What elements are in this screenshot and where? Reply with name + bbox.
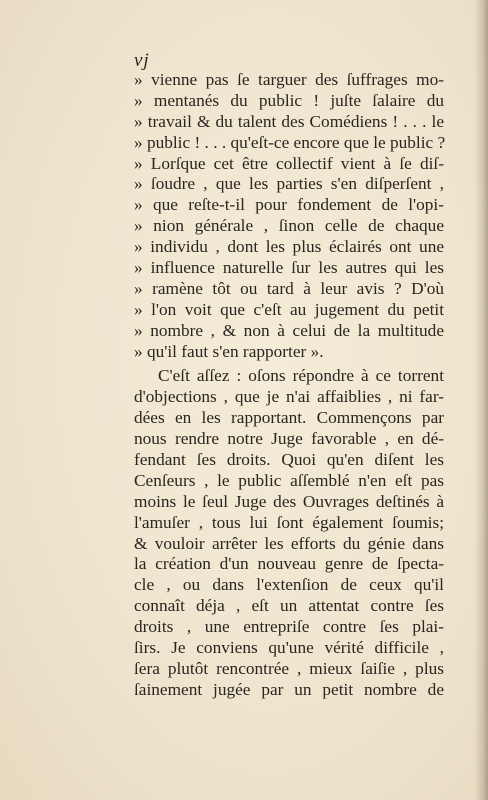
quoted-passage: [134, 70, 444, 362]
text-line: la création d'un nouveau genre de ſpecta-: [134, 554, 444, 574]
text-line: connaît déja , eſt un attentat contre ſes: [134, 596, 444, 616]
text-line: moins le ſeul Juge des Ouvrages deſtinés à: [134, 491, 444, 511]
text-line: ſera plutôt rencontrée , mieux ſaiſie , plus: [134, 658, 444, 678]
text-line: » Lorſque cet être collectif vient à ſe diſ-: [134, 153, 444, 173]
text-line: » travail & du talent des Comédiens ! . . . le: [134, 111, 444, 131]
text-line: nous rendre notre Juge favorable , en dé-: [134, 429, 444, 449]
body-text: [134, 70, 444, 701]
text-line: » influence naturelle ſur les autres qui les: [134, 258, 444, 278]
text-line: C'eſt aſſez : oſons répondre à ce torrent: [158, 366, 444, 386]
text-line: » ramène tôt ou tard à leur avis ? D'où: [134, 278, 444, 298]
paragraph: [134, 366, 444, 700]
page-number: vj: [134, 50, 150, 71]
text-line: » que reſte-t-il pour fondement de l'opi-: [134, 195, 444, 215]
text-line: ſainement jugée par un petit nombre de: [134, 679, 444, 699]
text-line: ſirs. Je conviens qu'une vérité difficile ,: [134, 638, 444, 658]
text-line: » l'on voit que c'eſt au jugement du petit: [134, 299, 444, 319]
text-line: droits , une entrepriſe contre ſes plai-: [134, 617, 444, 637]
text-line: » mentanés du public ! juſte ſalaire du: [134, 90, 444, 110]
text-line: dées en les rapportant. Commençons par: [134, 408, 444, 428]
text-line: cle , ou dans l'extenſion de ceux qu'il: [134, 575, 444, 595]
text-line: » individu , dont les plus éclairés ont une: [134, 237, 444, 257]
text-line: d'objections , que je n'ai affaiblies , ni far-: [134, 387, 444, 407]
text-line: & vouloir arrêter les efforts du génie dans: [134, 533, 444, 553]
text-line: l'amuſer , tous lui ſont également ſoumis;: [134, 512, 444, 532]
text-line: » nion générale , ſinon celle de chaque: [134, 216, 444, 236]
text-line: » ſoudre , que les parties s'en diſperſent ,: [134, 174, 444, 194]
text-line: fendant ſes droits. Quoi qu'en diſent les: [134, 450, 444, 470]
binding-gutter-shadow: [474, 0, 488, 800]
text-line: » nombre , & non à celui de la multitude: [134, 320, 444, 340]
text-line: » vienne pas ſe targuer des ſuffrages mo-: [134, 70, 444, 89]
text-line: Cenſeurs , le public aſſemblé n'en eſt pas: [134, 470, 444, 490]
text-line: » public ! . . . qu'eſt-ce encore que le public ?: [134, 132, 446, 152]
text-line: » qu'il faut s'en rapporter ».: [134, 341, 324, 361]
